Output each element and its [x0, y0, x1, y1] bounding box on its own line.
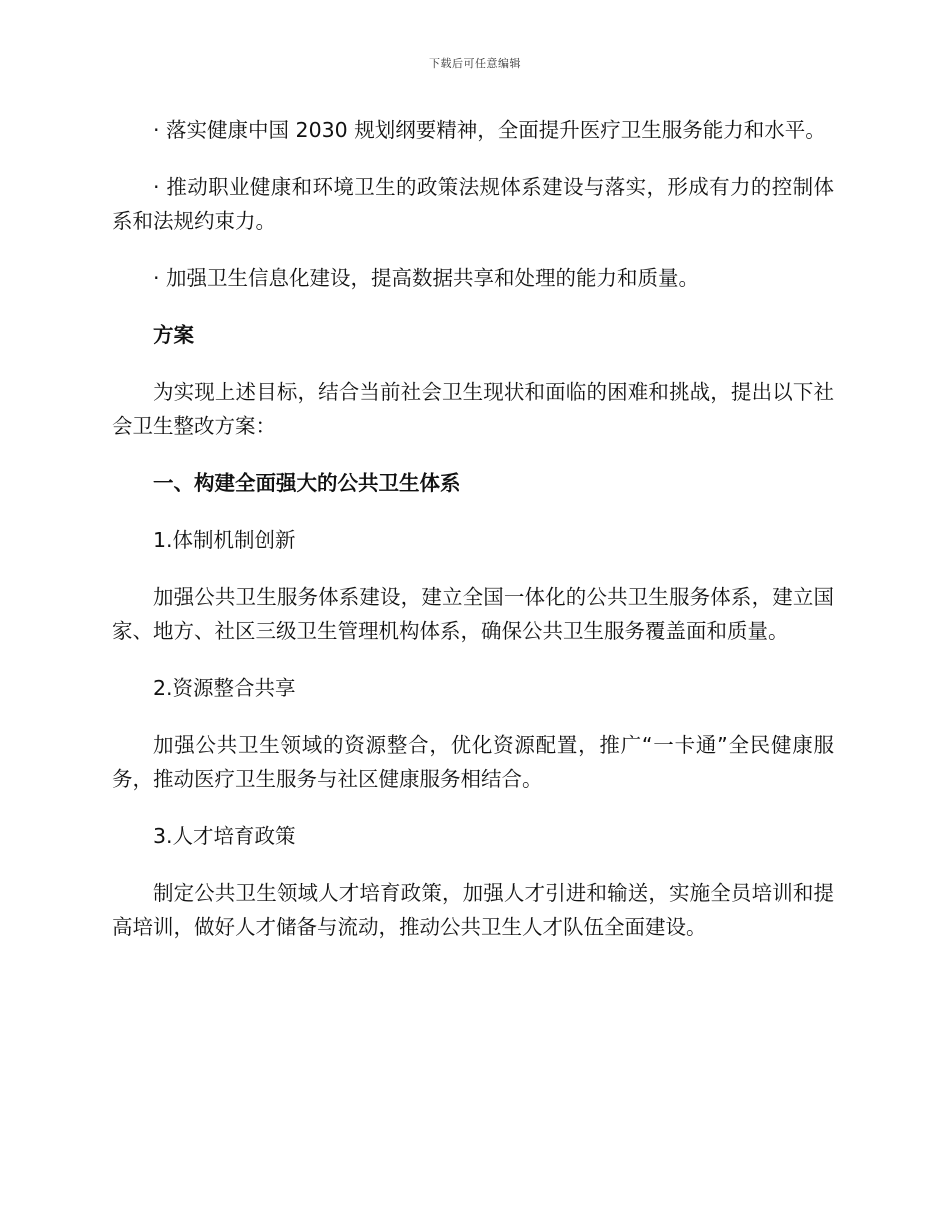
section-heading-plan: 方案 [153, 323, 194, 347]
body-paragraph-2: 加强公共卫生领域的资源整合，优化资源配置，推广“一卡通”全民健康服务，推动医疗卫生服务与社区健康服务相结合。 [112, 733, 834, 791]
header-note: 下载后可任意编辑 [429, 57, 521, 70]
subheading-3: 3.人才培育政策 [153, 824, 296, 848]
body-paragraph-1: 加强公共卫生服务体系建设，建立全国一体化的公共卫生服务体系，建立国家、地方、社区三级卫生管理机构体系，确保公共卫生服务覆盖面和质量。 [112, 585, 834, 643]
intro-paragraph: 为实现上述目标，结合当前社会卫生现状和面临的困难和挑战，提出以下社会卫生整改方案： [112, 380, 834, 438]
subheading-2: 2.资源整合共享 [153, 676, 296, 700]
bullet-paragraph-3: · 加强卫生信息化建设，提高数据共享和处理的能力和质量。 [153, 266, 700, 290]
section-heading-1: 一、构建全面强大的公共卫生体系 [153, 471, 461, 495]
bullet-paragraph-2: · 推动职业健康和环境卫生的政策法规体系建设与落实，形成有力的控制体系和法规约束力。 [112, 175, 834, 233]
body-paragraph-3: 制定公共卫生领域人才培育政策，加强人才引进和输送，实施全员培训和提高培训，做好人才储备与流动，推动公共卫生人才队伍全面建设。 [112, 881, 834, 939]
document-body [112, 113, 834, 967]
subheading-1: 1.体制机制创新 [153, 528, 296, 552]
bullet-paragraph-1: · 落实健康中国 2030 规划纲要精神，全面提升医疗卫生服务能力和水平。 [153, 118, 826, 142]
